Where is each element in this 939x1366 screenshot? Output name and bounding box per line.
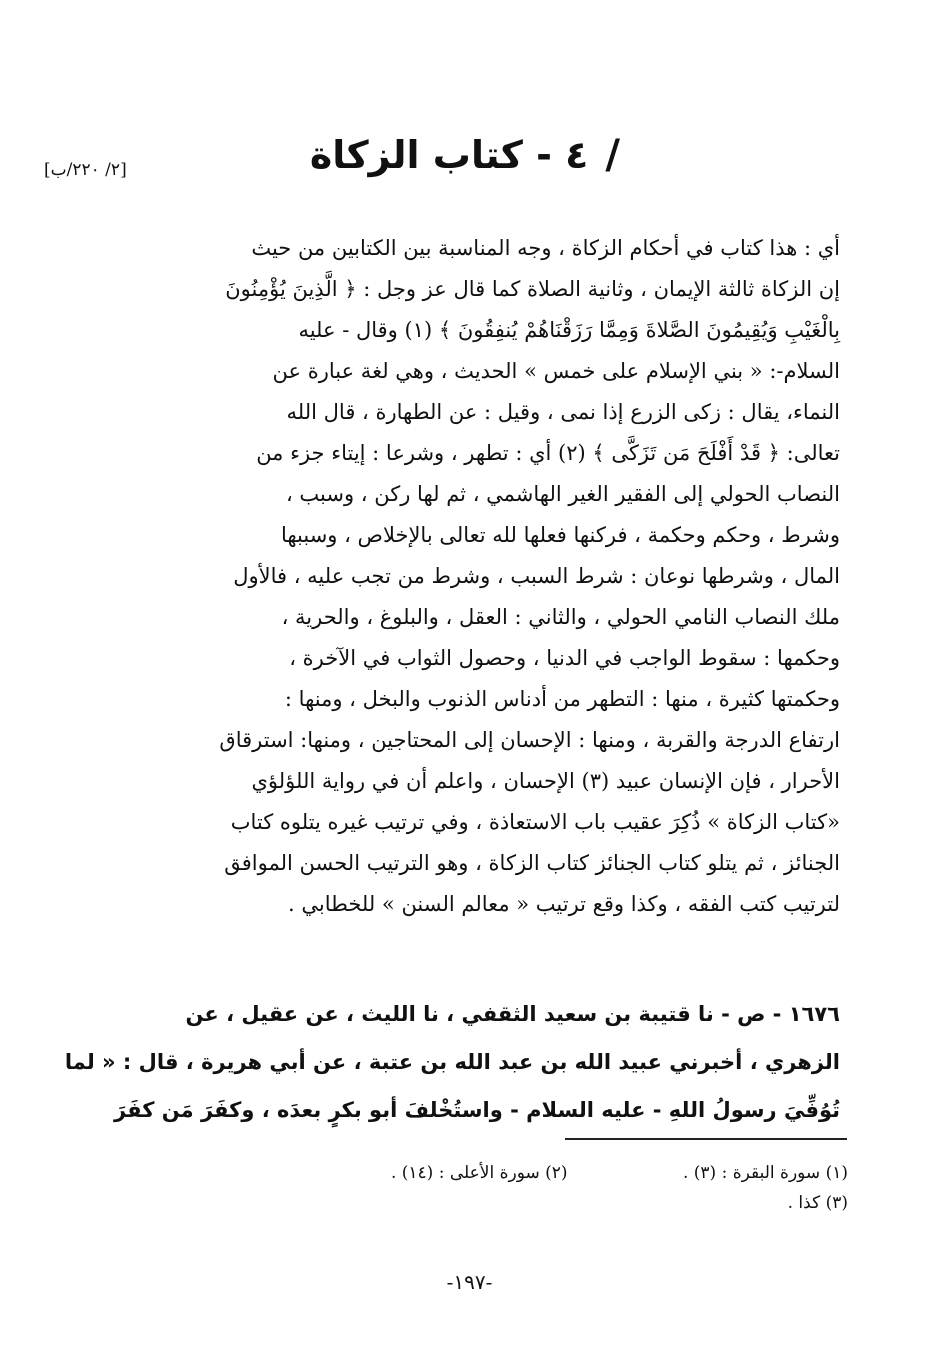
text-line: وحكمتها كثيرة ، منها : التطهر من أدناس الذنوب والبخل ، ومنها : xyxy=(284,687,840,711)
footnote-row xyxy=(200,1188,848,1218)
hadith-line: ١٦٧٦ - ص - نا قتيبة بن سعيد الثقفي ، نا الليث ، عن عقيل ، عن xyxy=(185,1002,840,1026)
footnote-3: (٣) كذا . xyxy=(787,1193,848,1213)
text-line: السلام-: « بني الإسلام على خمس » الحديث ، وهي لغة عبارة عن xyxy=(272,359,840,383)
hadith-line: الزهري ، أخبرني عبيد الله بن عبد الله بن عتبة ، عن أبي هريرة ، قال : « لما xyxy=(64,1050,840,1074)
text-line: «كتاب الزكاة » ذُكِرَ عقيب باب الاستعاذة ، وفي ترتيب غيره يتلوه كتاب xyxy=(230,810,840,834)
footnote-row xyxy=(200,1158,848,1188)
footnotes xyxy=(200,1158,848,1218)
text-line: النصاب الحولي إلى الفقير الغير الهاشمي ، ثم لها ركن ، وسبب ، xyxy=(285,482,840,506)
footnote-1: (١) سورة البقرة : (٣) . xyxy=(682,1163,848,1183)
hadith-text xyxy=(64,990,840,1134)
page-number: -١٩٧- xyxy=(446,1270,493,1294)
text-line: وشرط ، وحكم وحكمة ، فركنها فعلها لله تعالى بالإخلاص ، وسببها xyxy=(280,523,840,547)
text-line: ارتفاع الدرجة والقربة ، ومنها : الإحسان إلى المحتاجين ، ومنها: استرقاق xyxy=(219,728,840,752)
text-line: ملك النصاب النامي الحولي ، والثاني : العقل ، والبلوغ ، والحرية ، xyxy=(281,605,840,629)
footnote-divider xyxy=(565,1138,847,1140)
text-line: وحكمها : سقوط الواجب في الدنيا ، وحصول الثواب في الآخرة ، xyxy=(289,646,840,670)
chapter-heading xyxy=(309,132,620,192)
footnote-2: (٢) سورة الأعلى : (١٤) . xyxy=(390,1163,568,1183)
chapter-title: ٤ - كتاب الزكاة xyxy=(309,133,589,177)
text-line: تعالى: ﴿ قَدْ أَفْلَحَ مَن تَزَكَّى ﴾ (٢) أي : تطهر ، وشرعا : إيتاء جزء من xyxy=(256,441,840,465)
text-line: لترتيب كتب الفقه ، وكذا وقع ترتيب « معالم السنن » للخطابي . xyxy=(288,892,840,916)
text-line: الأحرار ، فإن الإنسان عبيد (٣) الإحسان ، واعلم أن في رواية اللؤلؤي xyxy=(251,769,840,793)
text-line: إن الزكاة ثالثة الإيمان ، وثانية الصلاة كما قال عز وجل : ﴿ الَّذِينَ يُؤْمِنُونَ xyxy=(225,277,840,301)
hadith-line: تُوُفِّيَ رسولُ اللهِ - عليه السلام - واستُخْلفَ أبو بكرٍ بعدَه ، وكفَرَ مَن كفَرَ xyxy=(114,1098,840,1122)
text-line: النماء، يقال : زكى الزرع إذا نمى ، وقيل : عن الطهارة ، قال الله xyxy=(286,400,840,424)
heading-slash: / xyxy=(605,132,620,178)
text-line: المال ، وشرطها نوعان : شرط السبب ، وشرط من تجب عليه ، فالأول xyxy=(233,564,840,588)
commentary-paragraph xyxy=(140,228,840,925)
text-line: بِالْغَيْبِ وَيُقِيمُونَ الصَّلاةَ وَمِمَّا رَزَقْنَاهُمْ يُنفِقُونَ ﴾ (١) وقال - عليه xyxy=(298,318,840,342)
manuscript-reference: [٢/ ٢٢٠/ب] xyxy=(44,160,127,180)
text-line: الجنائز ، ثم يتلو كتاب الجنائز كتاب الزكاة ، وهو الترتيب الحسن الموافق xyxy=(224,851,840,875)
text-line: أي : هذا كتاب في أحكام الزكاة ، وجه المناسبة بين الكتابين من حيث xyxy=(251,236,840,260)
